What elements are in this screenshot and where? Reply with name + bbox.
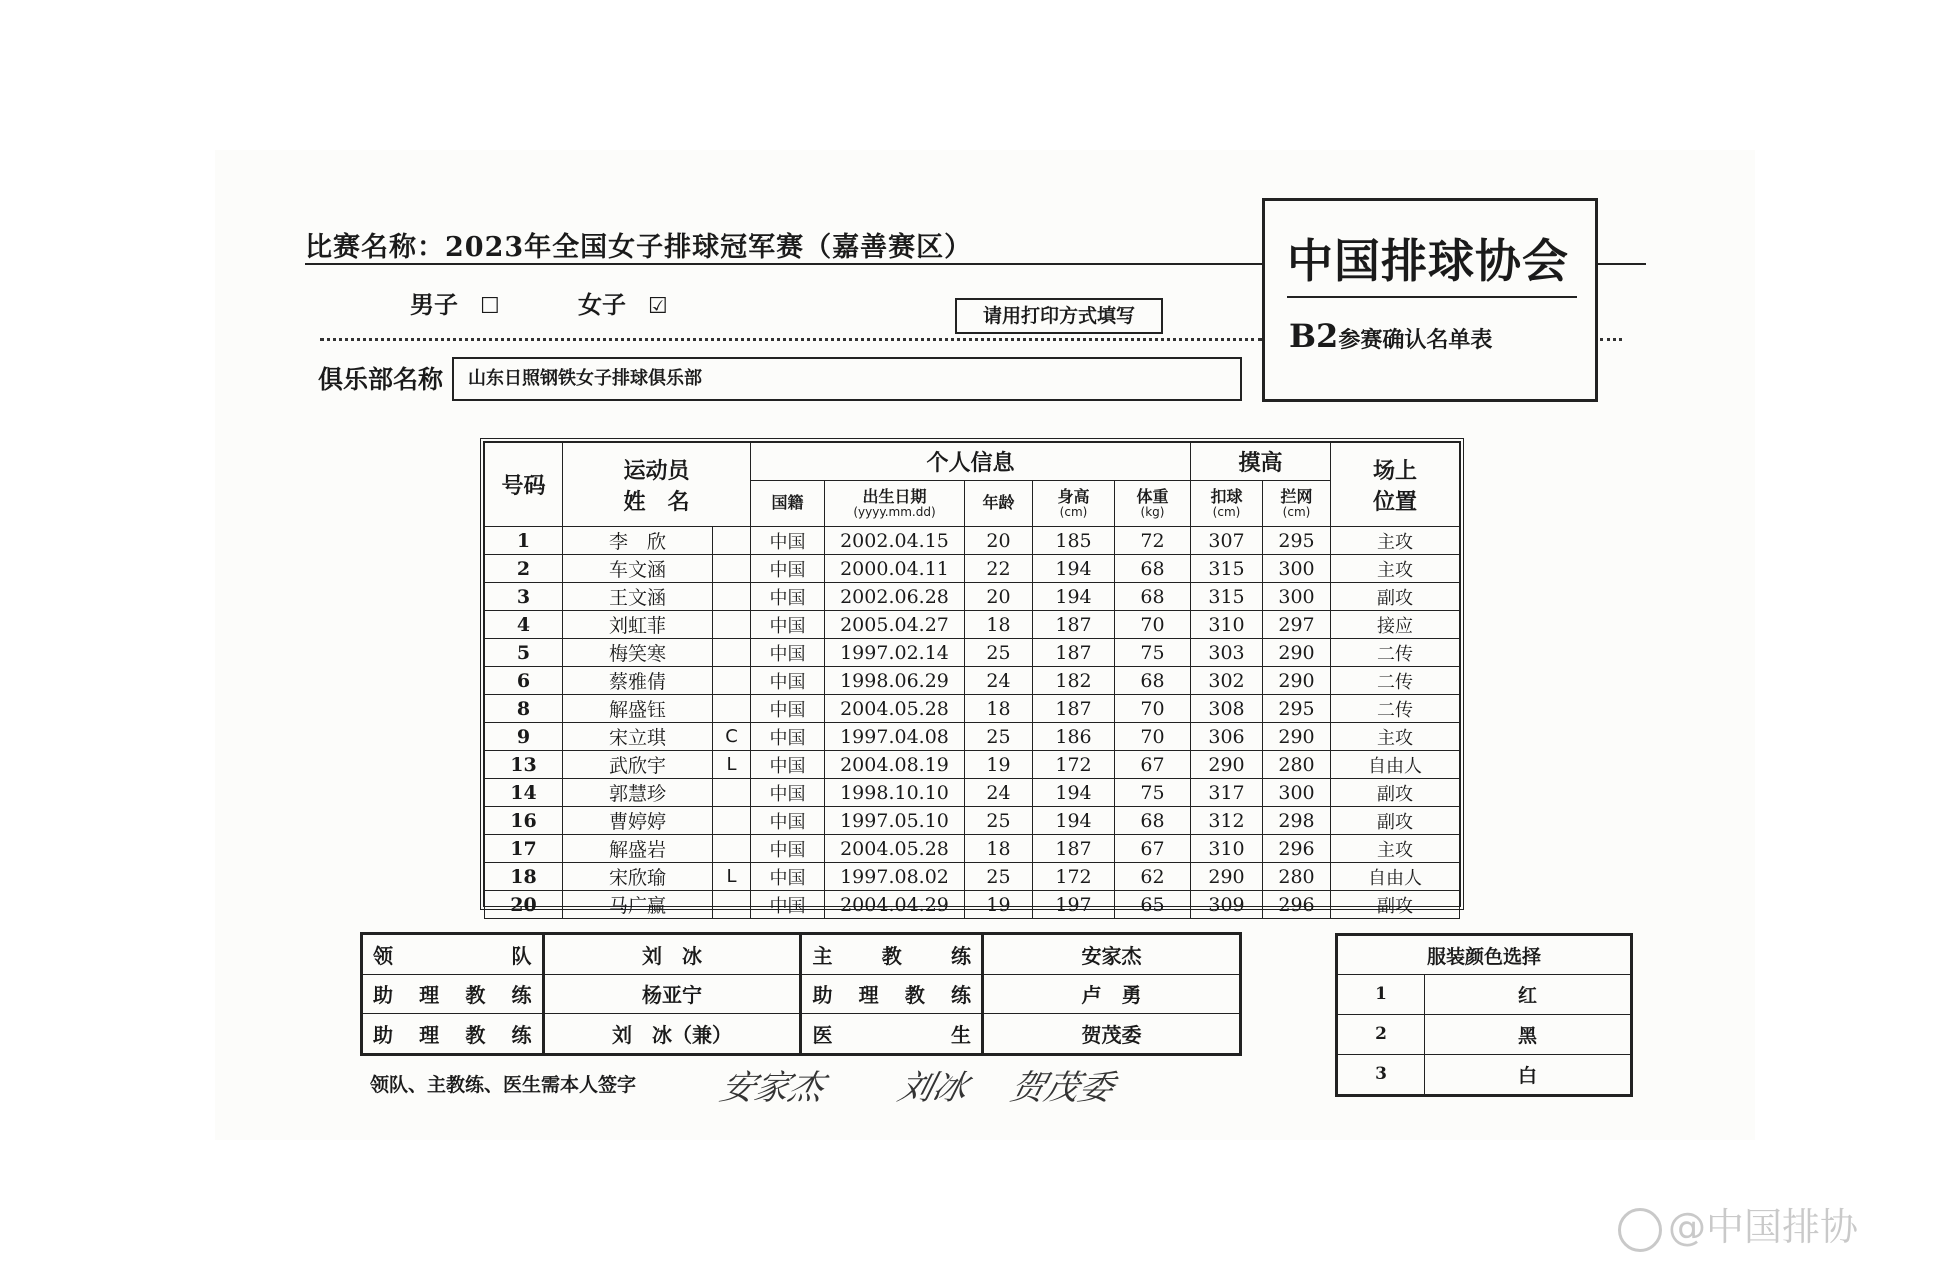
- roster-birth: 2004.04.29: [825, 891, 965, 919]
- header-athlete: [563, 443, 751, 527]
- roster-name: 王文涵: [563, 583, 713, 611]
- roster-name: 宋立琪: [563, 723, 713, 751]
- roster-position: 主攻: [1331, 723, 1460, 751]
- roster-number: 5: [485, 639, 563, 667]
- header-age: 年龄: [965, 481, 1033, 527]
- uniform-title: 服装颜色选择: [1337, 935, 1632, 975]
- competition-name: 比赛名称：2023年全国女子排球冠军赛（嘉善赛区）: [305, 232, 973, 263]
- roster-height: 194: [1033, 583, 1115, 611]
- gender-female: [578, 285, 668, 320]
- form-title-text: 参赛确认名单表: [1338, 327, 1493, 353]
- table-row: [485, 527, 1460, 555]
- roster-weight: 68: [1115, 807, 1191, 835]
- table-row: [485, 863, 1460, 891]
- watermark-text: @中国排协: [1668, 1205, 1859, 1249]
- roster-position: 二传: [1331, 667, 1460, 695]
- roster-weight: 68: [1115, 555, 1191, 583]
- roster-role: [713, 891, 751, 919]
- roster-age: 20: [965, 583, 1033, 611]
- table-row: [485, 835, 1460, 863]
- roster-height: 187: [1033, 611, 1115, 639]
- roster-role: L: [713, 751, 751, 779]
- roster-block: 296: [1263, 891, 1331, 919]
- roster-age: 25: [965, 863, 1033, 891]
- roster-name: 解盛钰: [563, 695, 713, 723]
- roster-block: 300: [1263, 555, 1331, 583]
- dotted-separator-right: [1600, 338, 1622, 341]
- roster-age: 19: [965, 891, 1033, 919]
- roster-nationality: 中国: [751, 835, 825, 863]
- roster-height: 185: [1033, 527, 1115, 555]
- uniform-index: 1: [1337, 975, 1425, 1015]
- roster-height: 172: [1033, 751, 1115, 779]
- roster-age: 18: [965, 695, 1033, 723]
- roster-nationality: 中国: [751, 807, 825, 835]
- roster-number: 2: [485, 555, 563, 583]
- roster-birth: 1997.08.02: [825, 863, 965, 891]
- roster-height: 172: [1033, 863, 1115, 891]
- roster-name: 车文涵: [563, 555, 713, 583]
- roster-number: 13: [485, 751, 563, 779]
- header-birth-label: 出生日期: [862, 486, 927, 506]
- roster-role: [713, 667, 751, 695]
- roster-birth: 2002.06.28: [825, 583, 965, 611]
- assistant3-value: 刘 冰（兼）: [543, 1014, 801, 1055]
- table-row: [485, 695, 1460, 723]
- roster-spike: 308: [1191, 695, 1263, 723]
- roster-number: 17: [485, 835, 563, 863]
- roster-birth: 1997.02.14: [825, 639, 965, 667]
- assistant2-label: 助 理 教 练: [801, 974, 983, 1013]
- roster-block: 300: [1263, 583, 1331, 611]
- roster-position: 主攻: [1331, 555, 1460, 583]
- header-height-label: 身高: [1057, 486, 1090, 506]
- roster-height: 194: [1033, 807, 1115, 835]
- header-number: 号码: [485, 443, 563, 527]
- roster-birth: 1997.05.10: [825, 807, 965, 835]
- roster-position: 副攻: [1331, 779, 1460, 807]
- roster-height: 187: [1033, 639, 1115, 667]
- header-athlete-line1: 运动员: [623, 458, 690, 484]
- roster-nationality: 中国: [751, 527, 825, 555]
- print-note: 请用打印方式填写: [955, 298, 1163, 334]
- roster-spike: 290: [1191, 751, 1263, 779]
- leader-value: 刘 冰: [543, 934, 801, 975]
- roster-age: 22: [965, 555, 1033, 583]
- roster-nationality: 中国: [751, 695, 825, 723]
- table-row: [485, 583, 1460, 611]
- roster-birth: 2002.04.15: [825, 527, 965, 555]
- roster-birth: 1998.06.29: [825, 667, 965, 695]
- roster-position: 接应: [1331, 611, 1460, 639]
- header-position-line2: 位置: [1372, 489, 1417, 515]
- roster-role: [713, 611, 751, 639]
- header-reach: 摸高: [1191, 443, 1331, 481]
- gender-male-checkbox: ☐: [480, 294, 500, 319]
- header-birth-format: (yyyy.mm.dd): [853, 504, 936, 519]
- roster-role: [713, 527, 751, 555]
- table-row: [485, 667, 1460, 695]
- roster-nationality: 中国: [751, 583, 825, 611]
- gender-female-checkbox: ☑: [648, 294, 668, 319]
- roster-spike: 307: [1191, 527, 1263, 555]
- roster-nationality: 中国: [751, 751, 825, 779]
- org-name: 中国排球协会: [1287, 234, 1569, 288]
- table-row: [485, 779, 1460, 807]
- signature-leader: 刘冰: [894, 1068, 973, 1108]
- roster-weight: 72: [1115, 527, 1191, 555]
- roster-spike: 306: [1191, 723, 1263, 751]
- form-title: [1289, 317, 1492, 355]
- roster-height: 197: [1033, 891, 1115, 919]
- header-block: [1263, 481, 1331, 527]
- roster-nationality: 中国: [751, 723, 825, 751]
- roster-position: 二传: [1331, 695, 1460, 723]
- roster-weight: 65: [1115, 891, 1191, 919]
- roster-weight: 75: [1115, 639, 1191, 667]
- roster-number: 8: [485, 695, 563, 723]
- roster-nationality: 中国: [751, 667, 825, 695]
- signature-doctor: 贺茂委: [1006, 1068, 1119, 1108]
- header-height-unit: (cm): [1059, 504, 1088, 519]
- roster-name: 马广赢: [563, 891, 713, 919]
- dotted-separator: [320, 338, 1262, 341]
- uniform-index: 3: [1337, 1054, 1425, 1095]
- roster-spike: 290: [1191, 863, 1263, 891]
- table-row: [485, 723, 1460, 751]
- roster-position: 自由人: [1331, 863, 1460, 891]
- roster-position: 副攻: [1331, 807, 1460, 835]
- club-label: 俱乐部名称: [318, 365, 444, 394]
- roster-role: [713, 835, 751, 863]
- roster-role: C: [713, 723, 751, 751]
- roster-role: [713, 695, 751, 723]
- roster-role: L: [713, 863, 751, 891]
- roster-role: [713, 779, 751, 807]
- org-title-box: [1262, 198, 1598, 402]
- assistant3-label: 助 理 教 练: [362, 1014, 544, 1055]
- header-block-label: 拦网: [1280, 486, 1313, 506]
- club-name-field: 山东日照钢铁女子排球俱乐部: [452, 357, 1242, 401]
- table-row: [485, 611, 1460, 639]
- roster-birth: 2004.05.28: [825, 835, 965, 863]
- roster-name: 李 欣: [563, 527, 713, 555]
- roster-nationality: 中国: [751, 611, 825, 639]
- roster-position: 主攻: [1331, 835, 1460, 863]
- roster-height: 186: [1033, 723, 1115, 751]
- roster-weight: 68: [1115, 667, 1191, 695]
- roster-table: [480, 438, 1464, 917]
- roster-role: [713, 807, 751, 835]
- header-spike-unit: (cm): [1212, 504, 1241, 519]
- roster-name: 梅笑寒: [563, 639, 713, 667]
- roster-birth: 1997.04.08: [825, 723, 965, 751]
- header-nationality: 国籍: [751, 481, 825, 527]
- header-spike-label: 扣球: [1210, 486, 1243, 506]
- roster-weight: 67: [1115, 835, 1191, 863]
- roster-age: 18: [965, 835, 1033, 863]
- roster-number: 16: [485, 807, 563, 835]
- roster-birth: 2004.08.19: [825, 751, 965, 779]
- roster-birth: 2004.05.28: [825, 695, 965, 723]
- roster-weight: 70: [1115, 611, 1191, 639]
- header-athlete-line2: 姓 名: [623, 489, 690, 515]
- watermark: [1618, 1196, 1858, 1252]
- roster-weight: 70: [1115, 695, 1191, 723]
- roster-block: 280: [1263, 751, 1331, 779]
- assistant2-value: 卢 勇: [982, 974, 1240, 1013]
- header-position-line1: 场上: [1372, 458, 1417, 484]
- roster-position: 副攻: [1331, 583, 1460, 611]
- roster-age: 25: [965, 723, 1033, 751]
- header-weight: [1115, 481, 1191, 527]
- roster-name: 宋欣瑜: [563, 863, 713, 891]
- roster-position: 二传: [1331, 639, 1460, 667]
- roster-spike: 310: [1191, 835, 1263, 863]
- uniform-color: 白: [1425, 1054, 1632, 1095]
- roster-height: 194: [1033, 555, 1115, 583]
- roster-spike: 303: [1191, 639, 1263, 667]
- roster-role: [713, 639, 751, 667]
- roster-height: 194: [1033, 779, 1115, 807]
- org-rule: [1287, 296, 1577, 298]
- doctor-label: 医 生: [801, 1014, 983, 1055]
- form-code: B2: [1289, 317, 1339, 355]
- header-spike: [1191, 481, 1263, 527]
- roster-spike: 315: [1191, 555, 1263, 583]
- roster-block: 300: [1263, 779, 1331, 807]
- roster-position: 自由人: [1331, 751, 1460, 779]
- roster-height: 182: [1033, 667, 1115, 695]
- roster-number: 9: [485, 723, 563, 751]
- roster-spike: 302: [1191, 667, 1263, 695]
- header-position: [1331, 443, 1460, 527]
- header-birth: [825, 481, 965, 527]
- roster-spike: 312: [1191, 807, 1263, 835]
- roster-role: [713, 555, 751, 583]
- roster-block: 295: [1263, 695, 1331, 723]
- roster-number: 14: [485, 779, 563, 807]
- header-block-unit: (cm): [1282, 504, 1311, 519]
- uniform-color: 红: [1425, 975, 1632, 1015]
- roster-name: 郭慧珍: [563, 779, 713, 807]
- leader-label: 领 队: [362, 934, 544, 975]
- roster-block: 280: [1263, 863, 1331, 891]
- roster-number: 20: [485, 891, 563, 919]
- roster-weight: 67: [1115, 751, 1191, 779]
- uniform-color-table: [1335, 933, 1633, 1097]
- assistant1-label: 助 理 教 练: [362, 974, 544, 1013]
- roster-number: 18: [485, 863, 563, 891]
- table-row: [485, 807, 1460, 835]
- competition-underline: [305, 263, 1265, 265]
- roster-role: [713, 583, 751, 611]
- roster-number: 6: [485, 667, 563, 695]
- roster-nationality: 中国: [751, 891, 825, 919]
- uniform-index: 2: [1337, 1014, 1425, 1054]
- roster-birth: 2000.04.11: [825, 555, 965, 583]
- roster-age: 18: [965, 611, 1033, 639]
- roster-number: 3: [485, 583, 563, 611]
- roster-weight: 62: [1115, 863, 1191, 891]
- table-row: [485, 751, 1460, 779]
- roster-name: 曹婷婷: [563, 807, 713, 835]
- roster-nationality: 中国: [751, 863, 825, 891]
- roster-height: 187: [1033, 835, 1115, 863]
- roster-position: 副攻: [1331, 891, 1460, 919]
- roster-age: 24: [965, 667, 1033, 695]
- uniform-color: 黑: [1425, 1014, 1632, 1054]
- roster-body: [485, 527, 1460, 919]
- roster-name: 刘虹菲: [563, 611, 713, 639]
- head-coach-value: 安家杰: [982, 934, 1240, 975]
- roster-weight: 68: [1115, 583, 1191, 611]
- table-row: [485, 891, 1460, 919]
- roster-weight: 70: [1115, 723, 1191, 751]
- assistant1-value: 杨亚宁: [543, 974, 801, 1013]
- roster-nationality: 中国: [751, 639, 825, 667]
- roster-age: 25: [965, 639, 1033, 667]
- roster-name: 武欣宇: [563, 751, 713, 779]
- weibo-icon: [1618, 1208, 1662, 1252]
- roster-block: 295: [1263, 527, 1331, 555]
- roster-block: 290: [1263, 723, 1331, 751]
- roster-birth: 1998.10.10: [825, 779, 965, 807]
- header-weight-label: 体重: [1136, 486, 1169, 506]
- table-row: [485, 555, 1460, 583]
- roster-spike: 317: [1191, 779, 1263, 807]
- roster-block: 290: [1263, 667, 1331, 695]
- gender-male-label: 男子: [410, 290, 458, 319]
- header-personal-info: 个人信息: [751, 443, 1191, 481]
- roster-birth: 2005.04.27: [825, 611, 965, 639]
- roster-block: 298: [1263, 807, 1331, 835]
- roster-age: 19: [965, 751, 1033, 779]
- roster-age: 24: [965, 779, 1033, 807]
- header-height: [1033, 481, 1115, 527]
- roster-number: 4: [485, 611, 563, 639]
- signature-head-coach: 安家杰: [716, 1068, 829, 1108]
- head-coach-label: 主 教 练: [801, 934, 983, 975]
- roster-weight: 75: [1115, 779, 1191, 807]
- roster-spike: 309: [1191, 891, 1263, 919]
- roster-spike: 315: [1191, 583, 1263, 611]
- staff-table: [360, 932, 1242, 1056]
- gender-female-label: 女子: [578, 290, 626, 319]
- roster-block: 296: [1263, 835, 1331, 863]
- roster-nationality: 中国: [751, 779, 825, 807]
- roster-name: 蔡雅倩: [563, 667, 713, 695]
- header-weight-unit: (kg): [1140, 504, 1165, 519]
- gender-male: [410, 285, 500, 320]
- roster-position: 主攻: [1331, 527, 1460, 555]
- roster-number: 1: [485, 527, 563, 555]
- roster-spike: 310: [1191, 611, 1263, 639]
- table-row: [485, 639, 1460, 667]
- roster-name: 解盛岩: [563, 835, 713, 863]
- roster-nationality: 中国: [751, 555, 825, 583]
- org-side-line: [1598, 263, 1646, 265]
- doctor-value: 贺茂委: [982, 1014, 1240, 1055]
- roster-block: 290: [1263, 639, 1331, 667]
- roster-height: 187: [1033, 695, 1115, 723]
- signature-note: 领队、主教练、医生需本人签字: [370, 1074, 637, 1096]
- roster-age: 25: [965, 807, 1033, 835]
- roster-age: 20: [965, 527, 1033, 555]
- roster-block: 297: [1263, 611, 1331, 639]
